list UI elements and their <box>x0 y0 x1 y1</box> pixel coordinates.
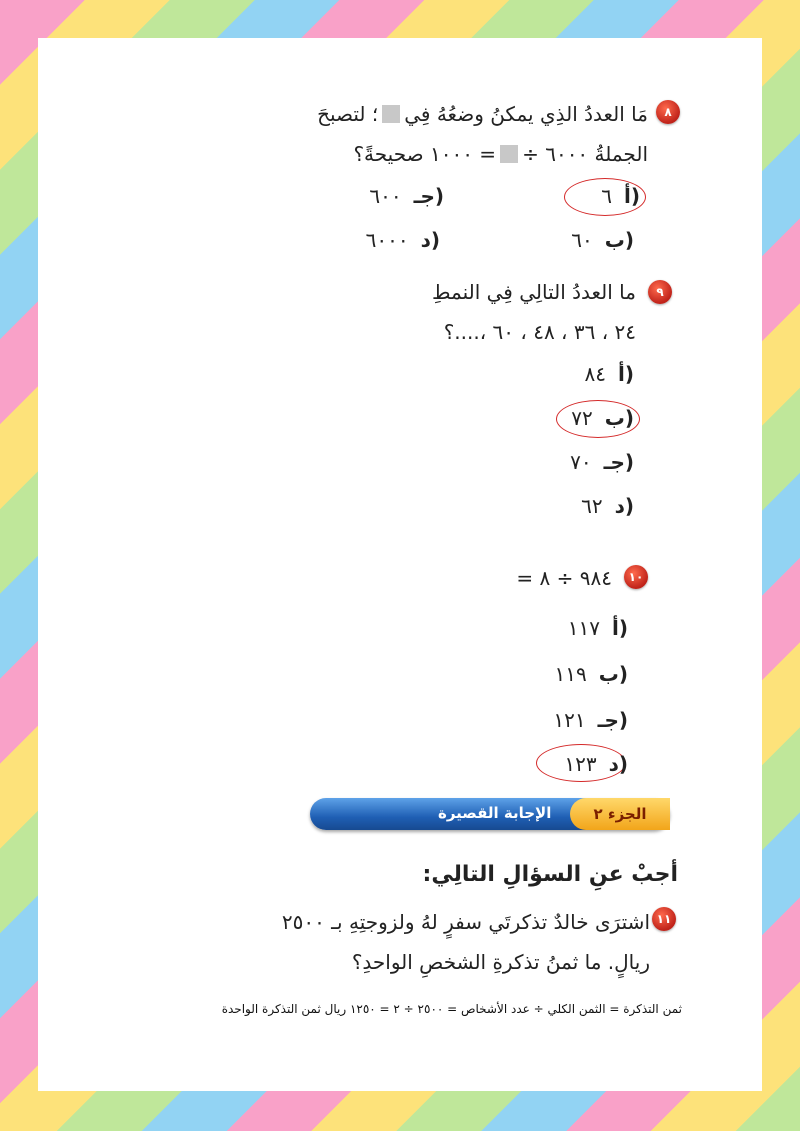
question-11-number: ١١ <box>656 912 672 926</box>
question-8-text-b: ؛ لتصبحَ <box>317 102 379 126</box>
section-number-label: الجزء ٢ <box>593 805 647 823</box>
q8-option-d[interactable]: د) ٦٠٠٠ <box>365 228 440 252</box>
question-9-text: ما العددُ التالِي فِي النمطِ <box>432 280 636 304</box>
question-9-pattern: ٢٤ ، ٣٦ ، ٤٨ ، ٦٠ ،....؟ <box>443 320 636 344</box>
q8-option-a[interactable]: أ) ٦ <box>601 184 640 208</box>
q10-option-b[interactable]: ب) ١١٩ <box>554 662 628 686</box>
question-8-text-a: مَا العددُ الذِي يمكنُ وضعُهُ فِي <box>404 102 648 126</box>
q9-option-c[interactable]: جـ) ٧٠ <box>570 450 634 474</box>
question-9-badge <box>648 280 672 304</box>
question-9-number: ٩ <box>656 285 664 299</box>
question-8-line-1 <box>317 102 648 126</box>
worksheet-page <box>38 38 762 1091</box>
question-11-badge <box>652 907 676 931</box>
instruction-text: أجبْ عنِ السؤالِ التالِي: <box>422 862 678 887</box>
q9-option-b[interactable]: ب) ٧٢ <box>571 406 634 430</box>
question-10-text: ٩٨٤ ÷ ٨ = <box>516 566 612 590</box>
section-banner-tab <box>570 798 670 830</box>
blank-box <box>500 145 518 163</box>
q10-option-d[interactable]: د) ١٢٣ <box>564 752 628 776</box>
question-10-badge <box>624 565 648 589</box>
question-11-line-1: اشترَى خالدٌ تذكرتَي سفرٍ لهُ ولزوجتِهِ بـ ٢٥٠٠ <box>281 910 650 934</box>
q10-option-c[interactable]: جـ) ١٢١ <box>553 708 628 732</box>
answer-text: ثمن التذكرة = الثمن الكلي ÷ عدد الأشخاص = ٢٥٠٠ ÷ ٢ = ١٢٥٠ ريال ثمن التذكرة الواحدة <box>221 1002 682 1016</box>
question-8-text-c: الجملةُ ٦٠٠٠ ÷ <box>522 142 648 166</box>
question-8-badge <box>656 100 680 124</box>
question-8-line-2 <box>353 142 648 166</box>
q9-option-a[interactable]: أ) ٨٤ <box>584 362 634 386</box>
question-8-text-d: = ١٠٠٠ صحيحةً؟ <box>353 142 497 166</box>
q9-option-d[interactable]: د) ٦٢ <box>581 494 634 518</box>
q8-option-c[interactable]: جـ) ٦٠٠ <box>369 184 444 208</box>
section-title: الإجابة القصيرة <box>438 804 552 822</box>
question-8-number: ٨ <box>664 105 672 119</box>
blank-box <box>382 105 400 123</box>
question-10-number: ١٠ <box>628 570 644 584</box>
q10-option-a[interactable]: أ) ١١٧ <box>567 616 628 640</box>
question-11-line-2: ريالٍ. ما ثمنُ تذكرةِ الشخصِ الواحدِ؟ <box>351 950 650 974</box>
q8-option-b[interactable]: ب) ٦٠ <box>571 228 634 252</box>
